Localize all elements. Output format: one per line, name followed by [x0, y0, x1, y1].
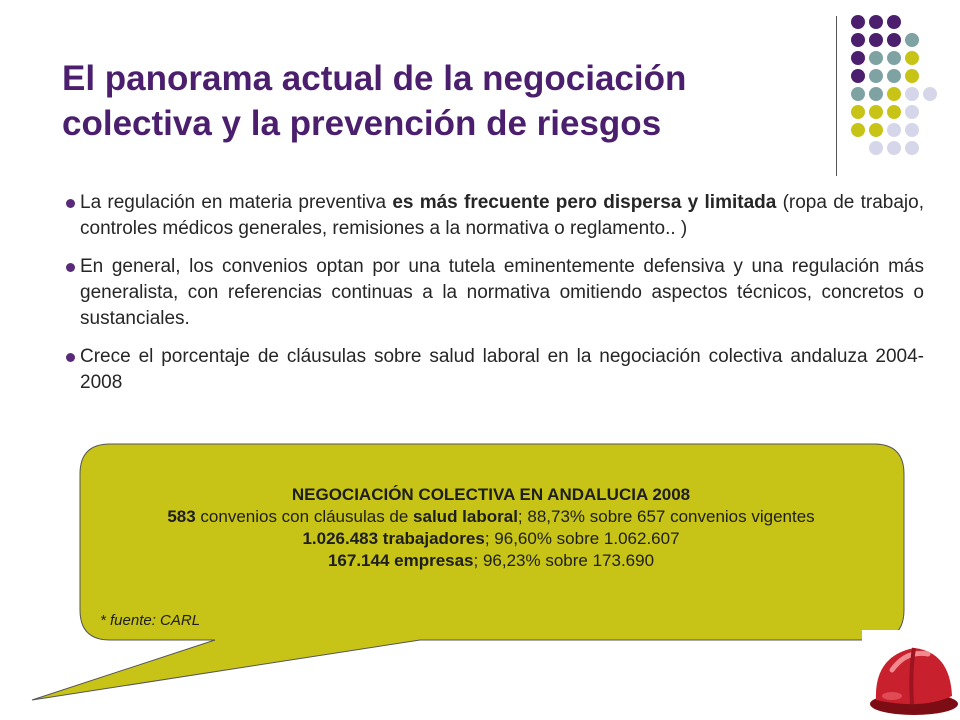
- callout-content: [96, 484, 886, 572]
- bullet-bold-text: es más frecuente pero dispersa y limitada: [392, 192, 777, 213]
- callout-line-2: [96, 528, 886, 550]
- callout-text: ; 96,23% sobre 173.690: [473, 551, 655, 570]
- callout-count-conventions: 583: [167, 507, 196, 526]
- title-line-2: colectiva y la prevención de riesgos: [62, 104, 662, 143]
- callout-shape: [32, 444, 904, 700]
- bullet-text: La regulación en materia preventiva: [80, 192, 393, 213]
- callout-line-1: [96, 506, 886, 528]
- callout-bold-health: salud laboral: [413, 507, 518, 526]
- callout-companies: 167.144 empresas: [327, 551, 474, 570]
- bullet-text: En general, los convenios optan por una tutela eminentemente defensiva y una regulación más generalista, con referencias continuas a la normativa omitiendo aspectos técnicos, concretos o sustanciales.: [80, 256, 924, 329]
- callout-text: ; 88,73% sobre 657 convenios vigentes: [517, 507, 815, 526]
- hard-hat-icon: [862, 630, 960, 720]
- callout-workers: 1.026.483 trabajadores: [302, 529, 485, 548]
- callout-text: ; 96,60% sobre 1.062.607: [484, 529, 680, 548]
- callout-source: * fuente: CARL: [100, 612, 201, 629]
- callout-line-3: [96, 550, 886, 572]
- callout-heading: NEGOCIACIÓN COLECTIVA EN ANDALUCIA 2008: [291, 485, 691, 504]
- bullet-text: Crece el porcentaje de cláusulas sobre salud laboral en la negociación colectiva andaluza 2004-2008: [80, 346, 924, 393]
- callout-text: convenios con cláusulas de: [195, 507, 414, 526]
- bullet-text-tail: (ropa de trabajo, controles médicos generales, remisiones a la normativa o reglamento.. ): [80, 192, 924, 239]
- title-line-1: El panorama actual de la negociación: [62, 59, 687, 98]
